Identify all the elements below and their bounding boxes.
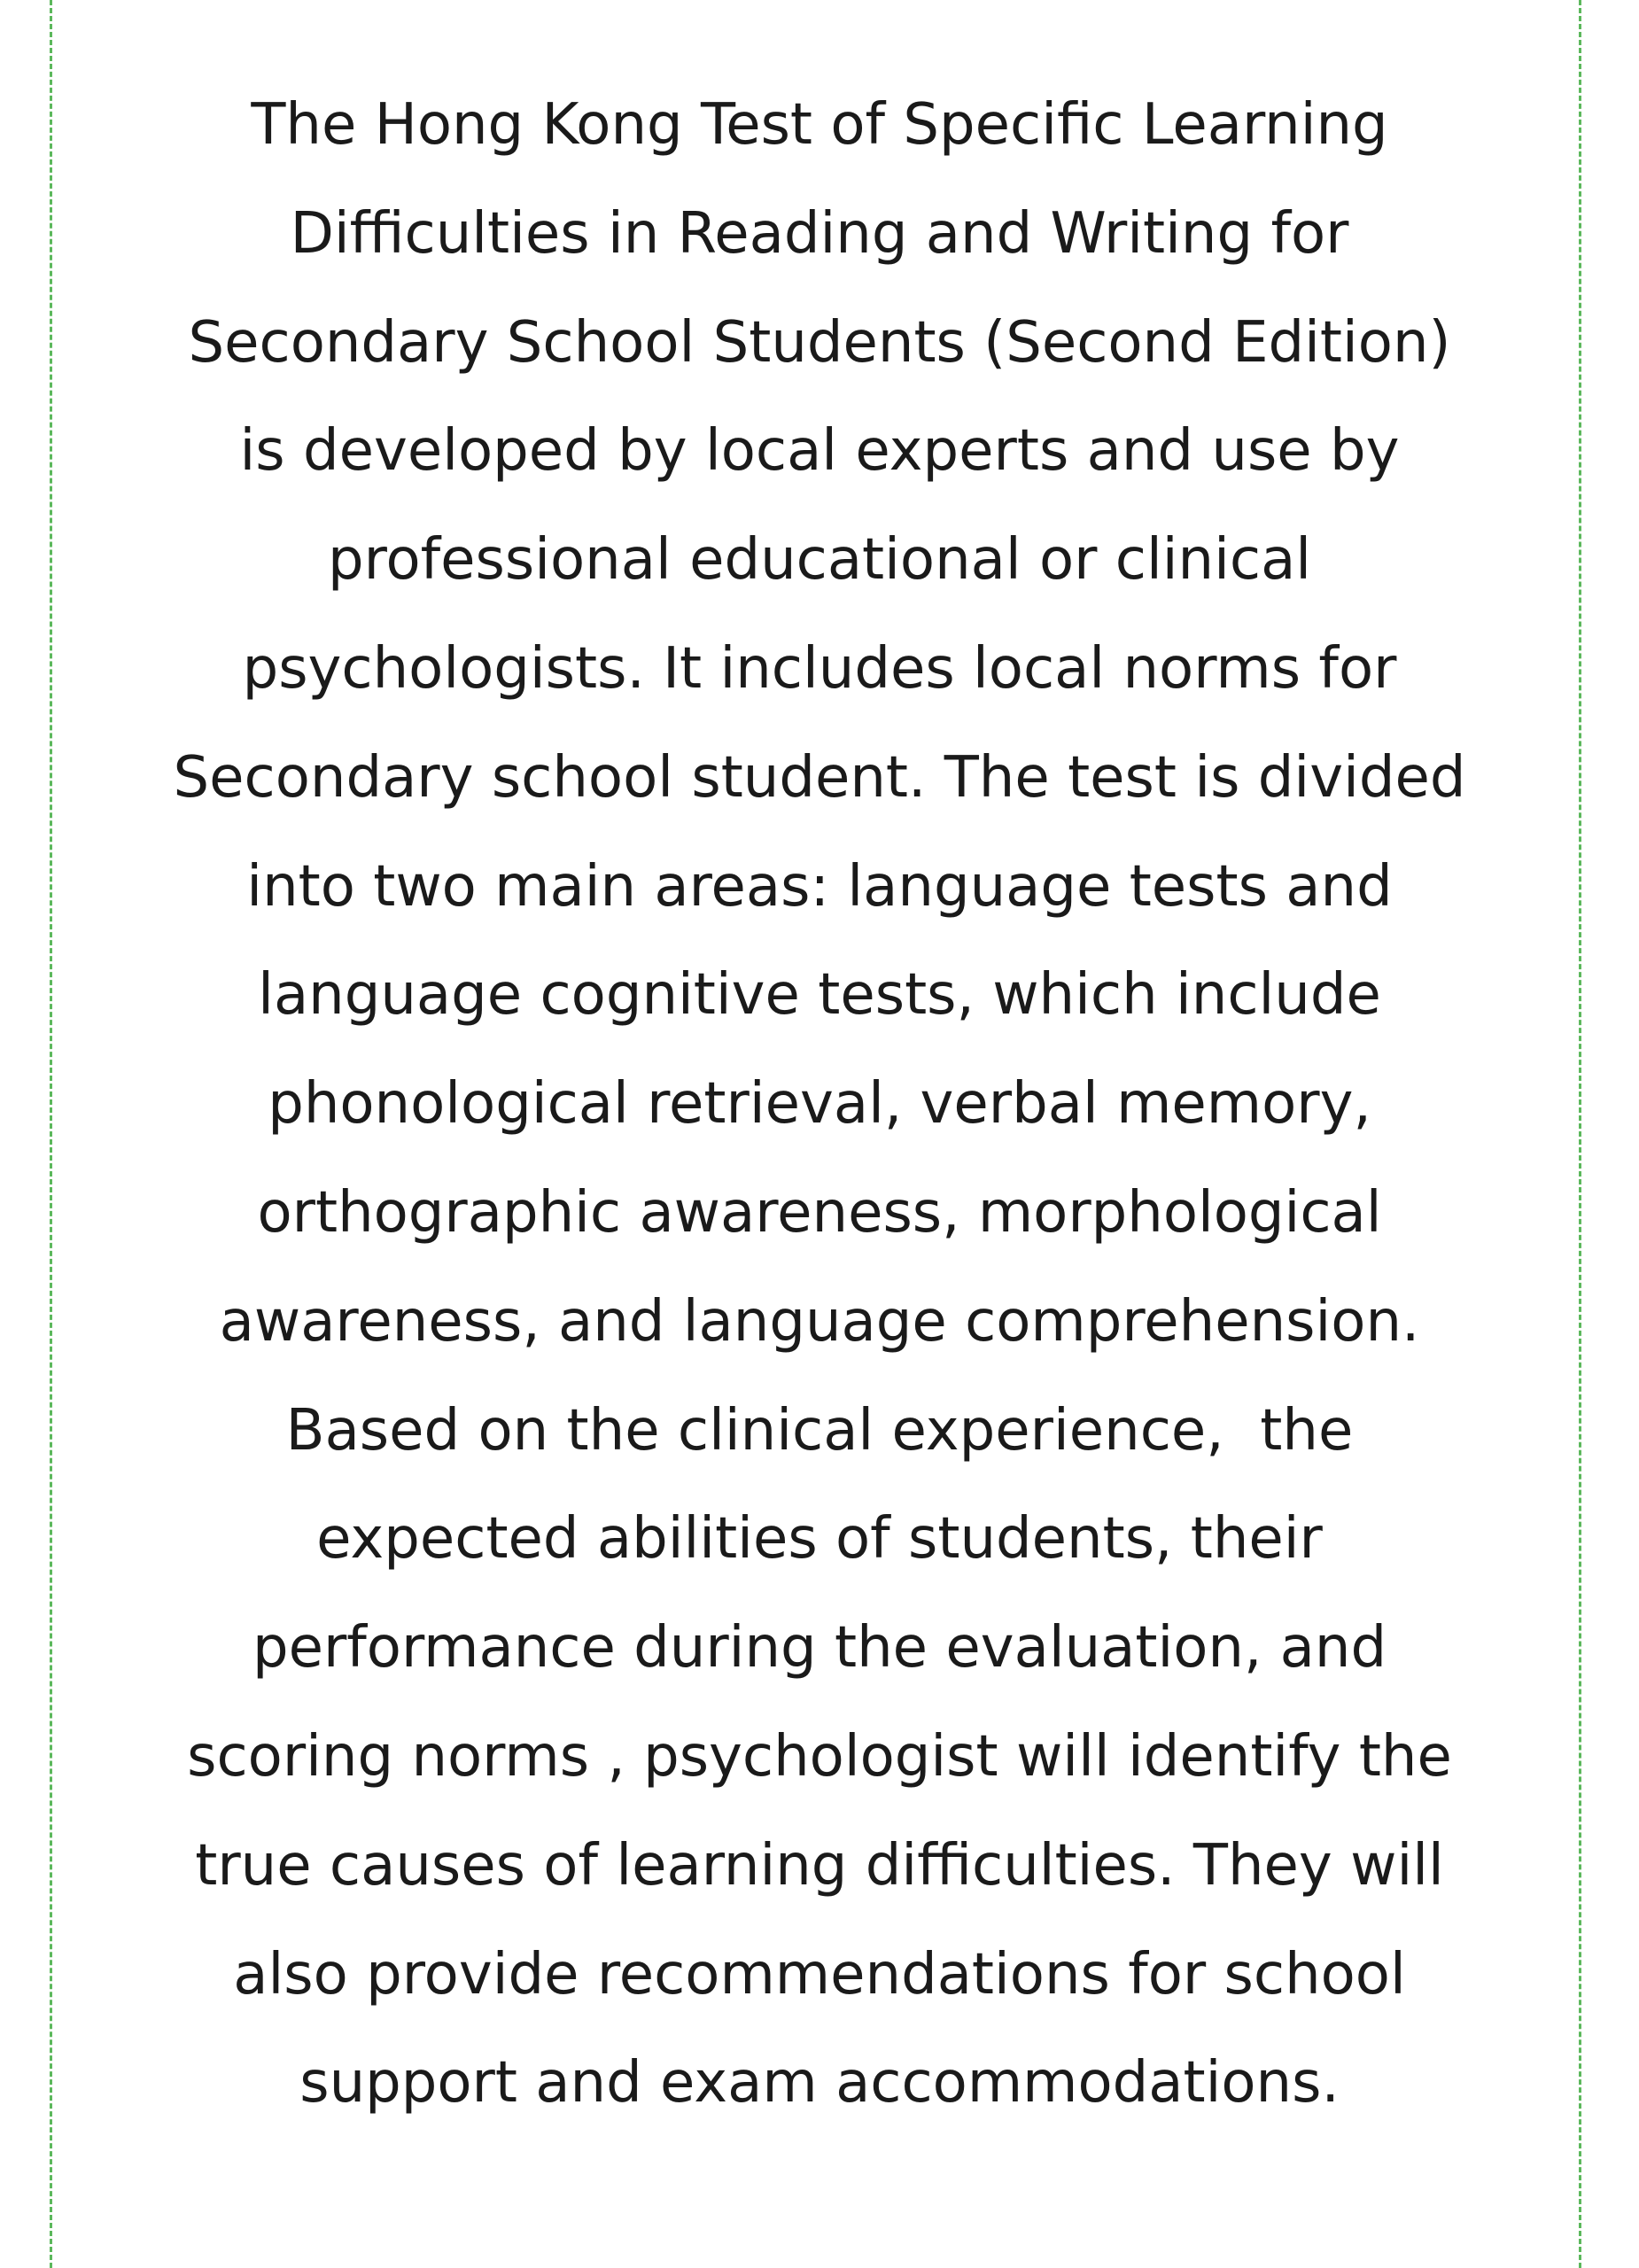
text-line: support and exam accommodations.: [299, 2050, 1340, 2117]
body-paragraph: [97, 71, 1542, 2138]
text-line: is developed by local experts and use by: [239, 418, 1400, 485]
text-line: The Hong Kong Test of Specific Learning: [251, 92, 1388, 158]
text-line: professional educational or clinical: [327, 527, 1312, 594]
text-line: performance during the evaluation, and: [252, 1615, 1387, 1682]
text-line: true causes of learning difficulties. They will: [195, 1832, 1444, 1899]
text-line: also provide recommendations for school: [233, 1941, 1406, 2008]
text-line: Based on the clinical experience, the: [285, 1397, 1354, 1464]
text-line: expected abilities of students, their: [316, 1506, 1323, 1573]
text-line: Secondary school student. The test is divided: [173, 744, 1466, 811]
text-line: orthographic awareness, morphological: [257, 1179, 1382, 1246]
text-line: awareness, and language comprehension.: [219, 1288, 1420, 1355]
text-line: into two main areas: language tests and: [246, 853, 1393, 920]
text-line: scoring norms , psychologist will identify the: [187, 1723, 1452, 1790]
text-line: language cognitive tests, which include: [258, 962, 1381, 1029]
text-line: phonological retrieval, verbal memory,: [268, 1071, 1371, 1138]
text-line: Difficulties in Reading and Writing for: [290, 200, 1349, 267]
text-line: psychologists. It includes local norms for: [242, 635, 1397, 702]
text-line: Secondary School Students (Second Edition): [188, 309, 1451, 376]
